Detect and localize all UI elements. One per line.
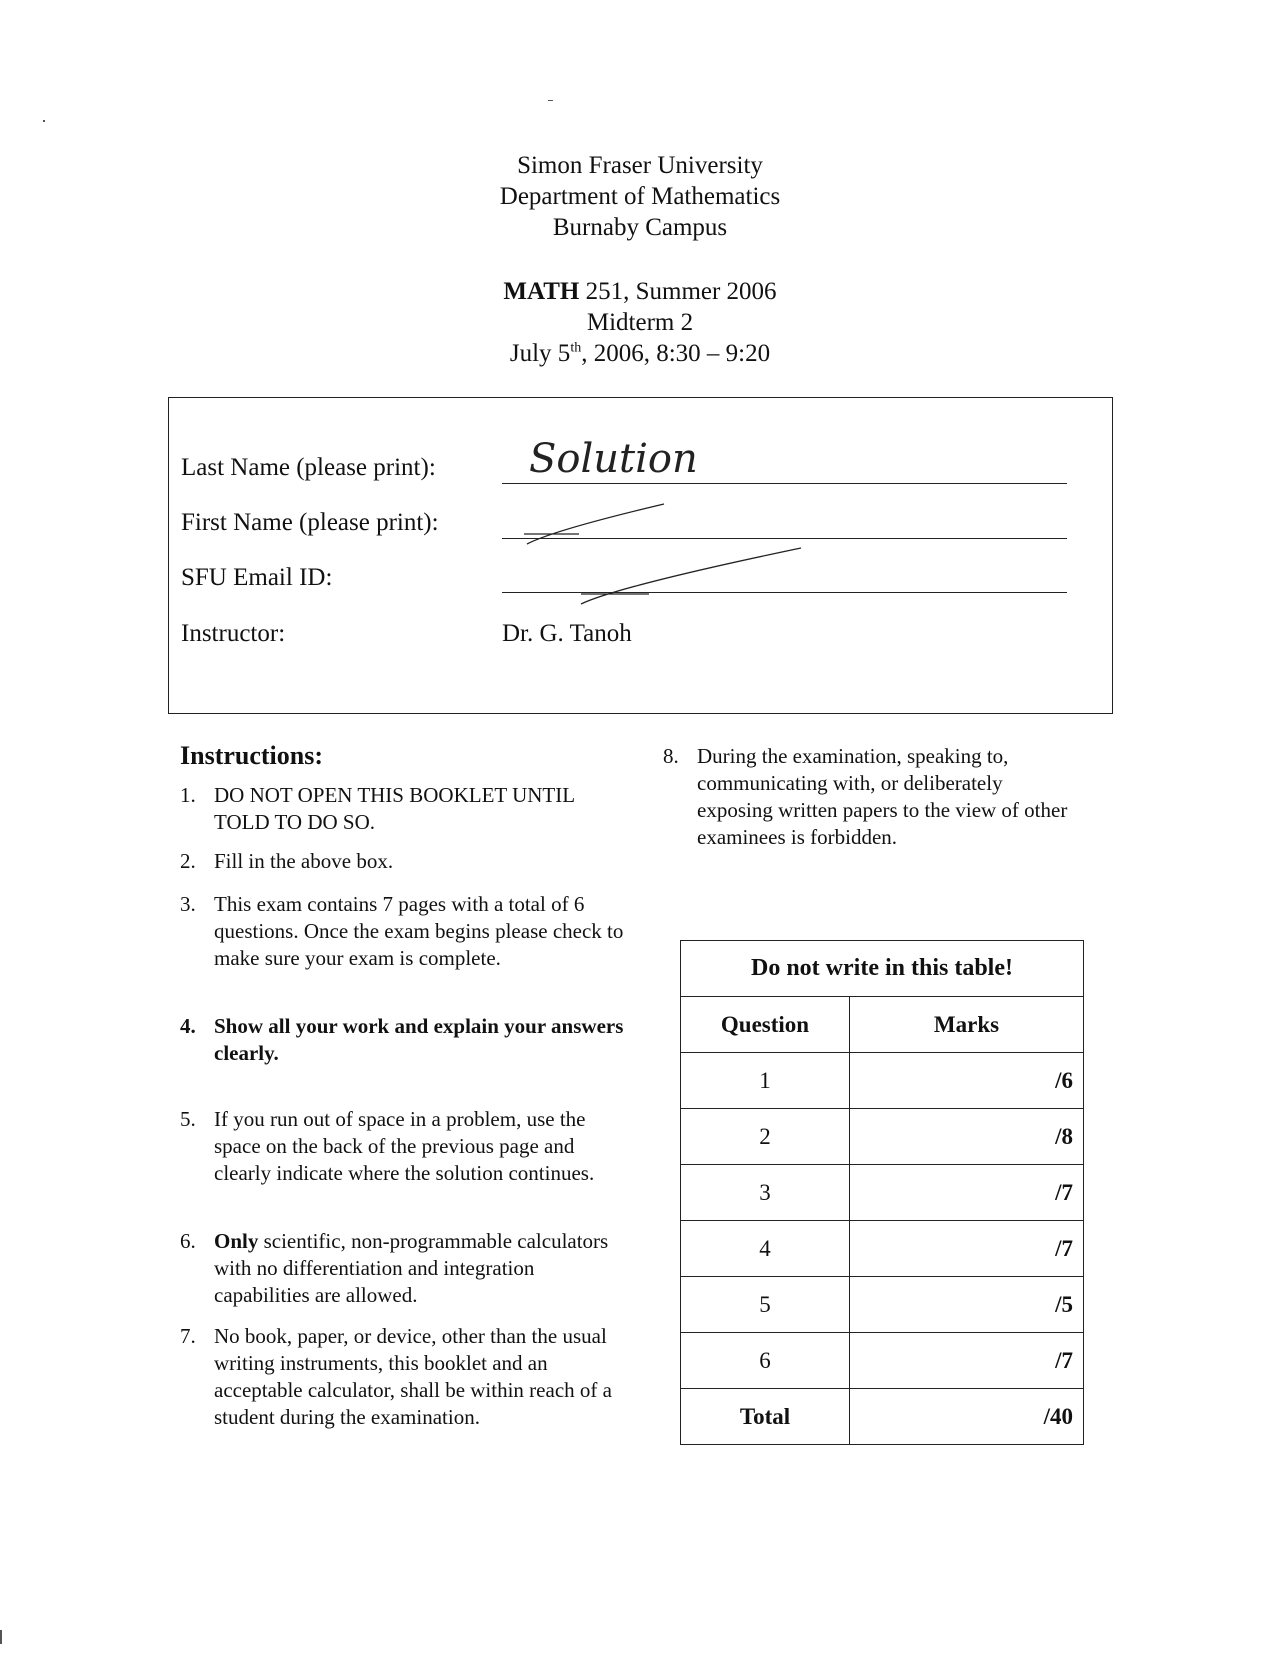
question-number: 3 (681, 1165, 850, 1221)
question-number: 2 (681, 1109, 850, 1165)
exam-date-suffix: , 2006, 8:30 – 9:20 (581, 340, 771, 367)
item-number: 8. (663, 744, 679, 768)
campus-name: Burnaby Campus (552, 214, 728, 241)
table-row (681, 1053, 1084, 1109)
table-caption: Do not write in this table! (681, 941, 1084, 997)
item-number: 1. (180, 783, 196, 807)
exam-date-sup: th (570, 340, 582, 356)
instruction-item (180, 1228, 634, 1309)
course-info (0, 276, 1280, 369)
item-number: 6. (180, 1229, 196, 1253)
instruction-item (180, 782, 634, 836)
email-label: SFU Email ID: (181, 564, 333, 591)
first-name-strikethrough (524, 502, 674, 548)
marks-cell: /6 (850, 1053, 1084, 1109)
total-label: Total (681, 1389, 850, 1445)
item-text: If you run out of space in a problem, use the space on the back of the previous page and clearly indicate where the solution continues. (214, 1107, 595, 1185)
marks-cell: /7 (850, 1165, 1084, 1221)
table-row (681, 1109, 1084, 1165)
total-value: /40 (850, 1389, 1084, 1445)
first-name-line[interactable] (502, 538, 1067, 539)
instruction-item (180, 891, 634, 972)
table-row (681, 1221, 1084, 1277)
exam-date-prefix: July 5 (509, 340, 571, 367)
item-number: 7. (180, 1324, 196, 1348)
item-text: DO NOT OPEN THIS BOOKLET UNTIL TOLD TO DO SO. (214, 783, 575, 834)
last-name-handwriting (529, 434, 769, 490)
course-code: MATH (503, 278, 580, 305)
department-name: Department of Mathematics (499, 183, 781, 210)
table-row (681, 1165, 1084, 1221)
scan-speck (548, 100, 553, 101)
instruction-item (180, 848, 634, 875)
instruction-item (663, 743, 1077, 851)
item-text: Show all your work and explain your answers clearly. (214, 1014, 624, 1065)
instructor-label: Instructor: (181, 620, 286, 647)
first-name-label: First Name (please print): (181, 509, 439, 536)
scan-speck (0, 1630, 2, 1644)
marks-table (680, 940, 1084, 1445)
table-caption-row (681, 941, 1084, 997)
instructor-value: Dr. G. Tanoh (502, 620, 632, 647)
item-text: Fill in the above box. (214, 849, 394, 873)
table-row (681, 1333, 1084, 1389)
course-number-term: 251, Summer 2006 (585, 278, 777, 305)
instruction-item (180, 1323, 634, 1431)
email-line[interactable] (502, 592, 1067, 593)
student-info-box (168, 397, 1113, 714)
item-text: This exam contains 7 pages with a total of 6 questions. Once the exam begins please check to make sure your exam is complete. (214, 892, 624, 970)
marks-cell: /7 (850, 1221, 1084, 1277)
instruction-item (180, 1013, 634, 1067)
item-number: 2. (180, 849, 196, 873)
marks-cell: /8 (850, 1109, 1084, 1165)
column-header-marks: Marks (850, 997, 1084, 1053)
question-number: 4 (681, 1221, 850, 1277)
instructions-title: Instructions: (180, 741, 324, 770)
item-text: During the examination, speaking to, communicating with, or deliberately exposing written papers to the view of other examinees is forbidden. (697, 744, 1068, 849)
item-number: 3. (180, 892, 196, 916)
question-number: 1 (681, 1053, 850, 1109)
exam-header (0, 150, 1280, 243)
item-number: 5. (180, 1107, 196, 1131)
item-number: 4. (180, 1014, 196, 1038)
question-number: 5 (681, 1277, 850, 1333)
item-bold-lead: Only (214, 1229, 259, 1253)
question-number: 6 (681, 1333, 850, 1389)
last-name-line[interactable] (502, 483, 1067, 484)
exam-name: Midterm 2 (586, 309, 694, 336)
column-header-question: Question (681, 997, 850, 1053)
course-line (0, 276, 1280, 307)
svg-text:Solution: Solution (529, 436, 698, 482)
scan-speck (43, 120, 45, 122)
table-row (681, 1277, 1084, 1333)
table-header-row (681, 997, 1084, 1053)
marks-cell: /7 (850, 1333, 1084, 1389)
exam-date (0, 338, 1280, 369)
marks-cell: /5 (850, 1277, 1084, 1333)
table-total-row (681, 1389, 1084, 1445)
last-name-label: Last Name (please print): (181, 454, 436, 481)
university-name: Simon Fraser University (517, 152, 763, 179)
item-text: scientific, non-programmable calculators with no differentiation and integration capabilities are allowed. (214, 1229, 609, 1307)
email-strikethrough (579, 546, 809, 606)
instruction-item (180, 1106, 634, 1187)
item-text: No book, paper, or device, other than the usual writing instruments, this booklet and an acceptable calculator, shall be within reach of a student during the examination. (214, 1324, 612, 1429)
